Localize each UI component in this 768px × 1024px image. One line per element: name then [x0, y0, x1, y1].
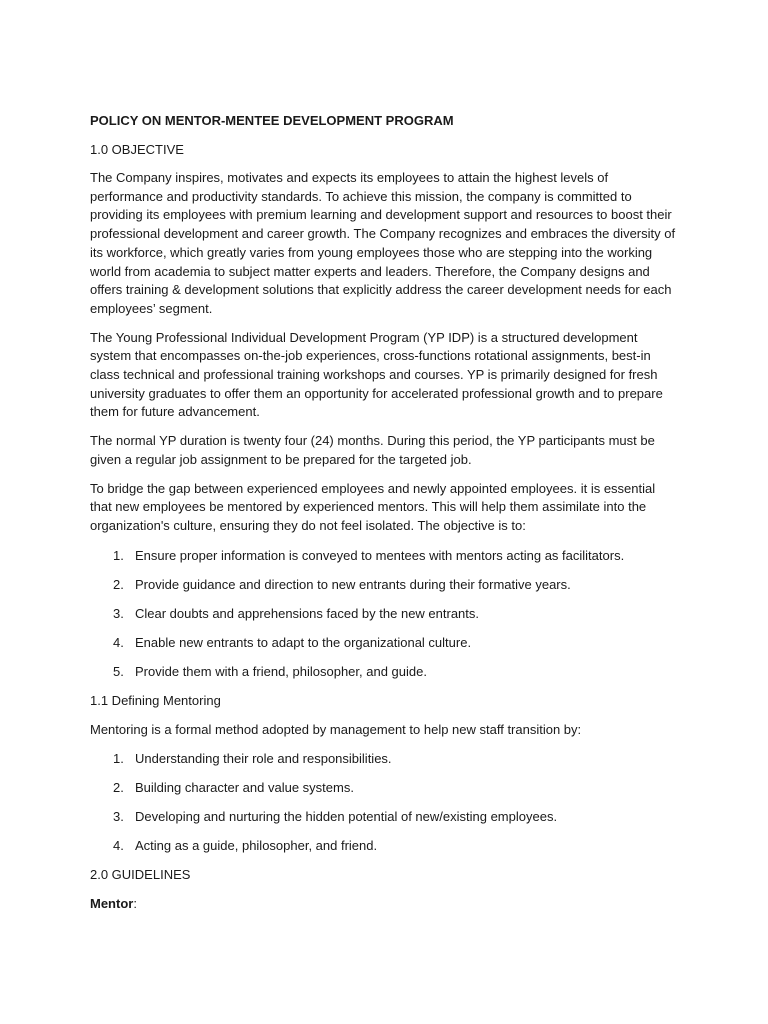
mentor-colon: : — [133, 895, 137, 911]
list-item-number: 3. — [113, 605, 124, 621]
list-item-text: Provide them with a friend, philosopher, and guide. — [135, 663, 427, 679]
list-item-number: 2. — [113, 779, 124, 795]
list-item-number: 1. — [113, 750, 124, 766]
list-item-text: Understanding their role and responsibilities. — [135, 750, 392, 766]
list-item-text: Acting as a guide, philosopher, and friend. — [135, 837, 378, 853]
paragraph-mentoring-intro: Mentoring is a formal method adopted by management to help new staff transition by: — [90, 721, 582, 737]
list-item-text: Developing and nurturing the hidden potential of new/existing employees. — [135, 808, 558, 824]
list-item-text: Provide guidance and direction to new entrants during their formative years. — [135, 576, 571, 592]
section-heading-objective: 1.0 OBJECTIVE — [90, 142, 184, 157]
list-item — [90, 633, 678, 652]
list-item-number: 4. — [113, 634, 124, 650]
paragraph-company-mission: The Company inspires, motivates and expects its employees to attain the highest levels of performance and productivity standards. To achieve this mission, the company is committed to providing its employees with premium learning and development support and resources to boost their professional development and career growth. The Company recognizes and embraces the diversity of its workforce, which greatly varies from young employees those who are stepping into the working world from academia to subject matter experts and leaders. Therefore, the Company designs and offers training & development solutions that explicitly address the career development needs for each employees’ segment. — [90, 170, 676, 316]
list-item — [90, 662, 678, 681]
document-title: POLICY ON MENTOR-MENTEE DEVELOPMENT PROGRAM — [90, 113, 454, 128]
section-heading-guidelines: 2.0 GUIDELINES — [90, 866, 191, 882]
list-item — [90, 778, 678, 797]
paragraph-yp-duration: The normal YP duration is twenty four (24) months. During this period, the YP participants must be given a regular job assignment to be prepared for the targeted job. — [90, 433, 655, 467]
list-item — [90, 546, 678, 565]
list-item — [90, 604, 678, 623]
paragraph-yp-idp: The Young Professional Individual Development Program (YP IDP) is a structured development system that encompasses on-the-job experiences, cross-functions rotational assignments, best-in class technical and professional training workshops and courses. YP is primarily designed for fresh university graduates to offer them an opportunity for accelerated professional growth and to prepare them for future advancement. — [90, 329, 663, 420]
list-item — [90, 836, 678, 855]
mentor-label: Mentor — [90, 895, 134, 911]
mentoring-list — [90, 749, 678, 855]
list-item — [90, 749, 678, 768]
list-item-number: 1. — [113, 547, 124, 563]
list-item-number: 2. — [113, 576, 124, 592]
list-item — [90, 575, 678, 594]
list-item — [90, 807, 678, 826]
list-item-number: 5. — [113, 663, 124, 679]
list-item-text: Building character and value systems. — [135, 779, 354, 795]
objectives-list — [90, 546, 678, 681]
mentor-subheading — [90, 894, 678, 913]
list-item-number: 3. — [113, 808, 124, 824]
section-heading-defining-mentoring: 1.1 Defining Mentoring — [90, 692, 221, 708]
list-item-text: Ensure proper information is conveyed to mentees with mentors acting as facilitators. — [135, 547, 625, 563]
paragraph-bridge-gap: To bridge the gap between experienced employees and newly appointed employees. it is essential that new employees be mentored by experienced mentors. This will help them assimilate into the organization's culture, ensuring they do not feel isolated. The objective is to: — [90, 480, 656, 533]
list-item-number: 4. — [113, 837, 124, 853]
list-item-text: Clear doubts and apprehensions faced by the new entrants. — [135, 605, 480, 621]
list-item-text: Enable new entrants to adapt to the organizational culture. — [135, 634, 472, 650]
